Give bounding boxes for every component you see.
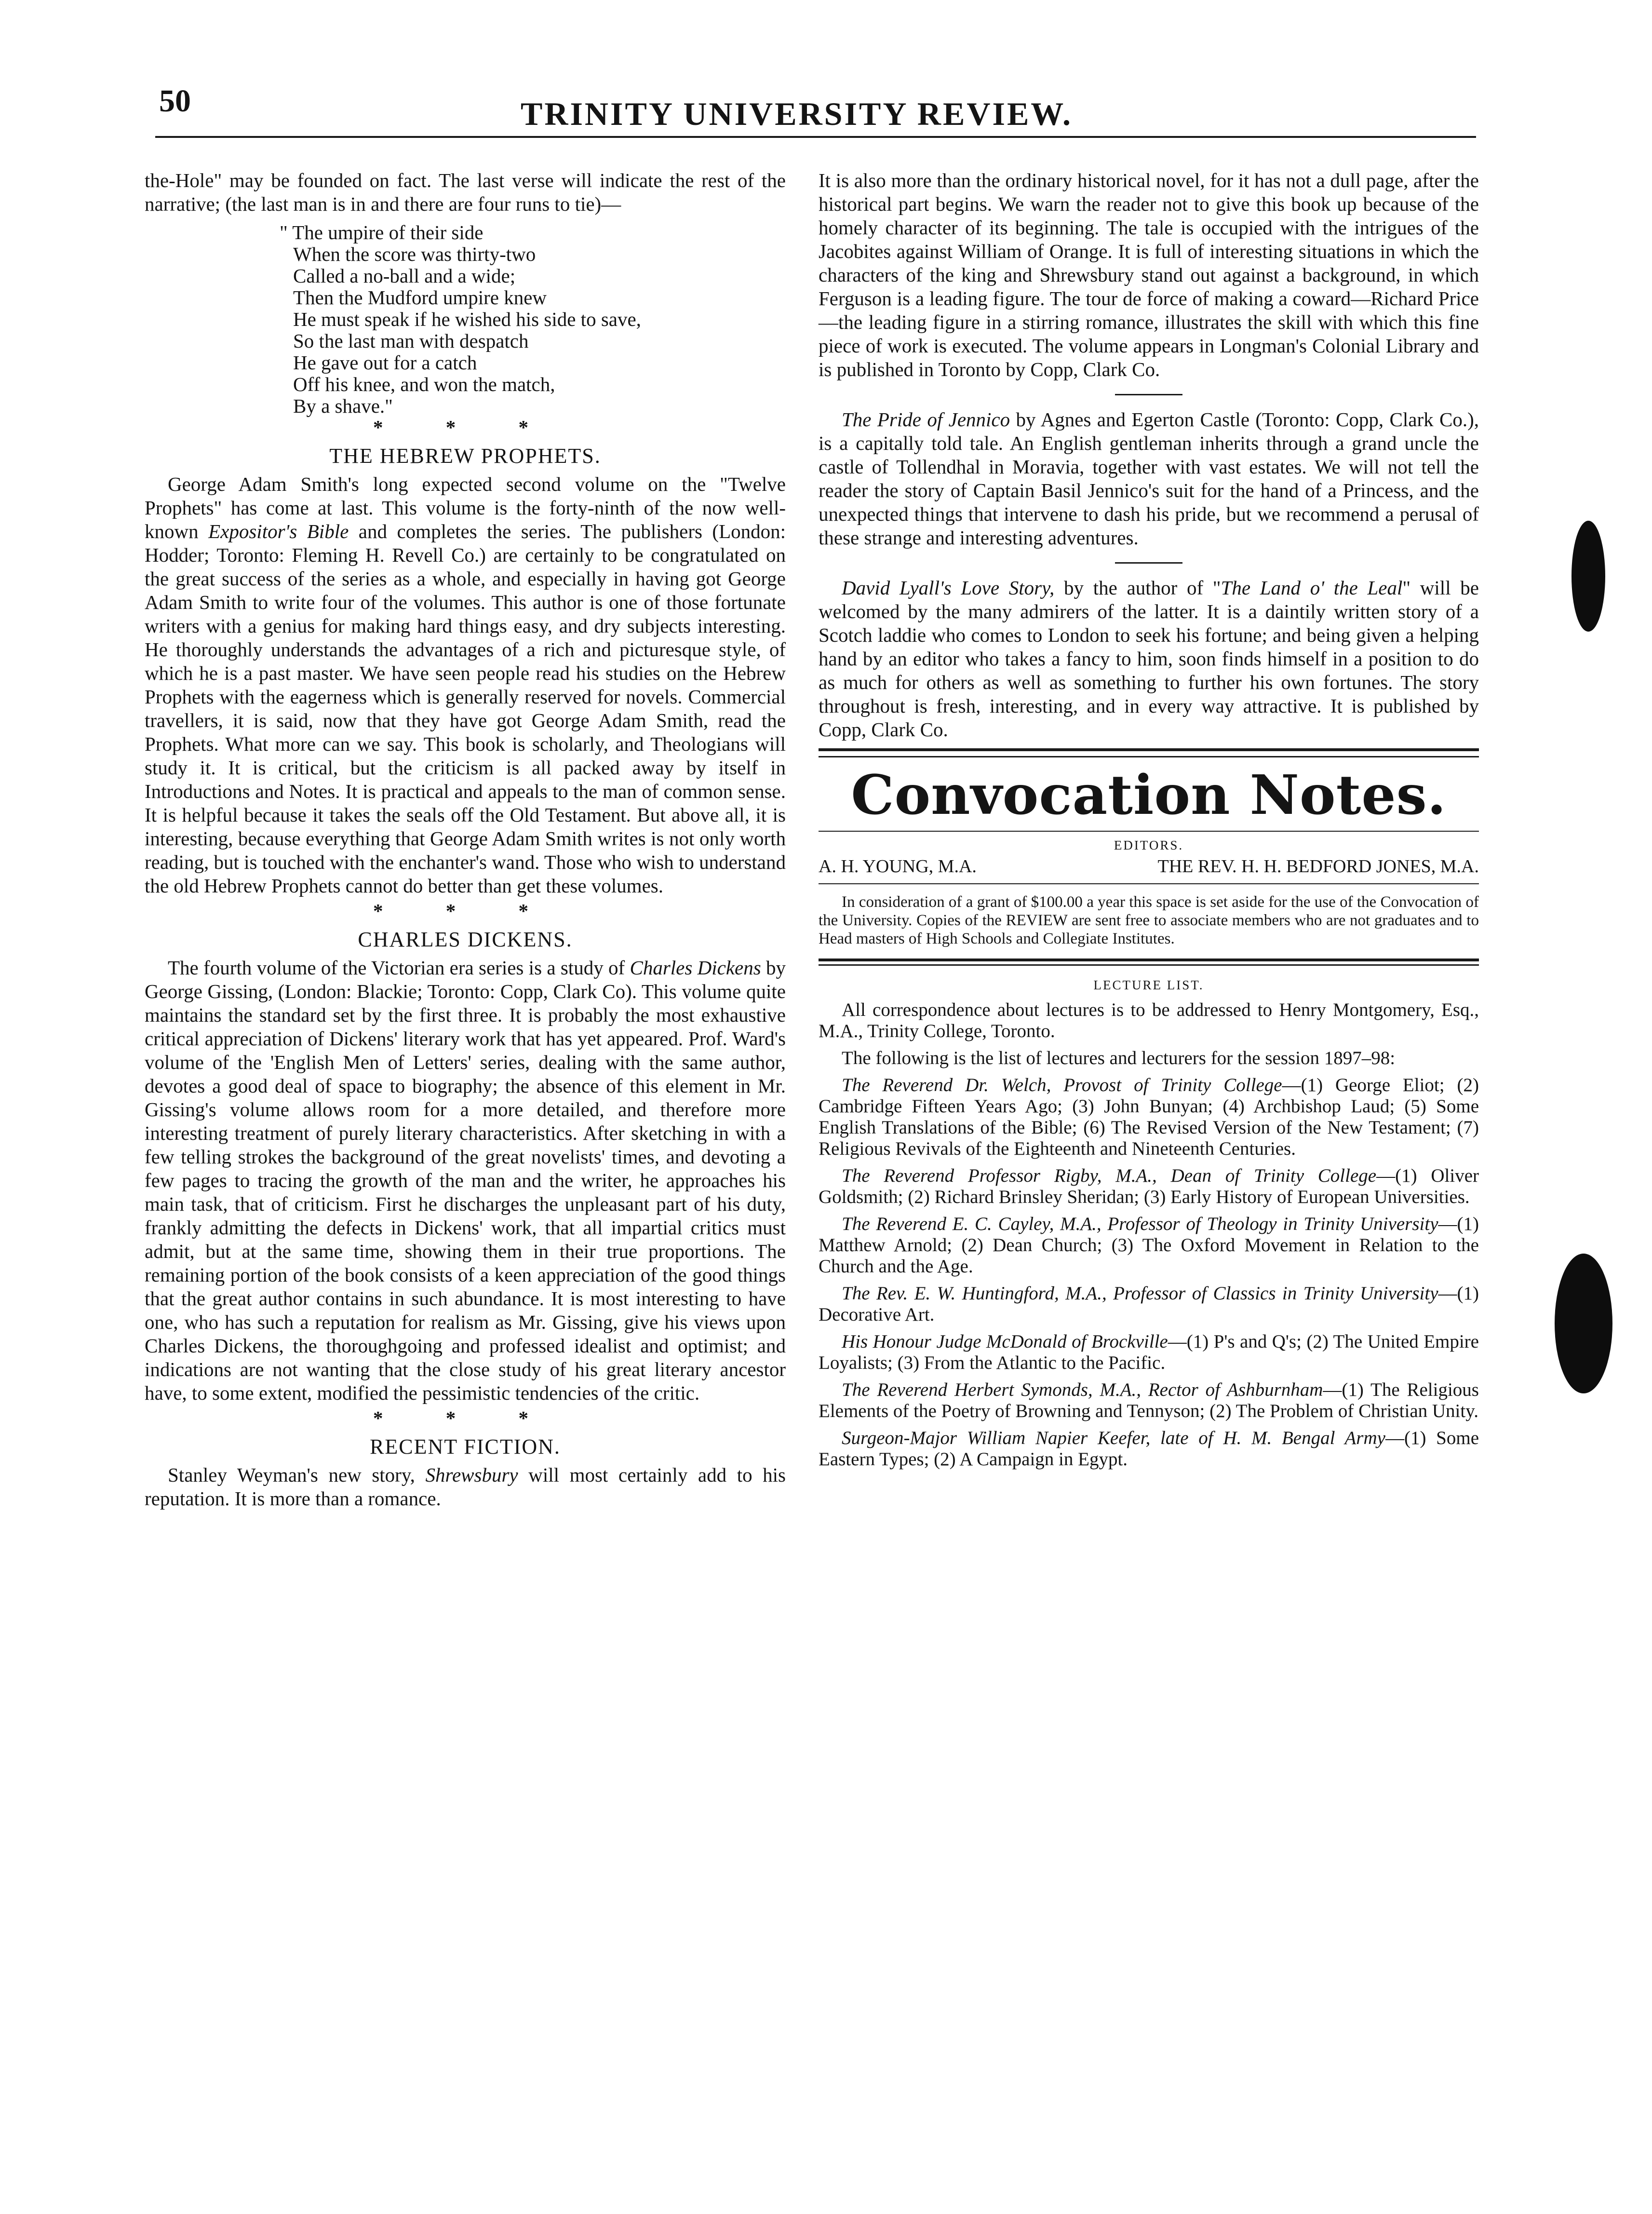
jennico-review: The Pride of Jennico by Agnes and Egerton Castle (Toronto: Copp, Clark Co.), is a capitally told tale. An English gentleman inherits through a grand uncle the castle of Tollendhal in Moravia, together with vast estates. We will not tell the reader the story of Captain Basil Jennico's suit for the hand of a Princess, and the unexpected things that intervene to dash his pride, but we recommend a perusal of these strange and interesting adventures. [819, 408, 1479, 549]
lecture-entry: The Reverend Professor Rigby, M.A., Dean of Trinity College—(1) Oliver Goldsmith; (2) Richard Brinsley Sheridan; (3) Early History of European Universities. [819, 1165, 1479, 1207]
cricket-poem [280, 222, 786, 417]
cricket-intro: the-Hole" may be founded on fact. The last verse will indicate the rest of the narrative; (the last man is in and there are four runs to tie)— [145, 169, 786, 215]
section-stars: * * * [373, 900, 557, 922]
fiction-intro: Stanley Weyman's new story, Shrewsbury will most certainly add to his reputation. It is more than a romance. [145, 1464, 786, 1510]
ink-blot [1571, 521, 1605, 632]
lecture-entry: The Reverend Herbert Symonds, M.A., Rector of Ashburnham—(1) The Religious Elements of the Poetry of Browning and Tennyson; (2) The Problem of Christian Unity. [819, 1379, 1479, 1421]
lecture-intro: The following is the list of lectures and lecturers for the session 1897–98: [842, 1048, 1396, 1068]
page-number: 50 [159, 83, 191, 119]
lecture-entry: The Reverend Dr. Welch, Provost of Trinity College—(1) George Eliot; (2) Cambridge Fifteen Years Ago; (3) John Bunyan; (4) Archbishop Laud; (5) Some English Translations of the Bible; (6) The Revised Version of the New Testament; (7) Religious Revivals of the Eighteenth and Nineteenth Centuries. [819, 1075, 1479, 1159]
double-rule [819, 748, 1479, 757]
convocation-title: Convocation Notes. [851, 764, 1447, 827]
section-stars: * * * [373, 1407, 557, 1429]
editors-label: EDITORS. [1114, 838, 1184, 852]
section-stars: * * * [373, 416, 557, 438]
dickens-review: The fourth volume of the Victorian era series is a study of Charles Dickens by George Gissing, (London: Blackie; Toronto: Copp, Clark Co). This volume quite maintains the standard set by the first three. It is probably the most exhaustive critical appreciation of Dickens' literary work that has yet appeared. Prof. Ward's volume of the 'English Men of Letters' series, dealing with the same author, devotes a good deal of space to biography; the absence of this element in Mr. Gissing's volume allows room for a more detailed, and therefore more interesting treatment of purely literary characteristics. After sketching in with a few telling strokes the background of the great novelists' times, and devoting a few pages to tracing the growth of the man and the writer, he approaches his main task, that of criticism. First he discharges the unpleasant part of his duty, frankly admitting the defects in Dickens' work, that all impartial critics must admit, but at the same time, showing them in their true proportions. The remaining portion of the book consists of a keen appreciation of the good things that the great author contains in such abundance. It is most interesting to have one, who has such a reputation for realism as Mr. Gissing, give his views upon Charles Dickens, the thoroughgoing and professed idealist and optimist; and indications are not wanting that the close study of his great literary ancestor have, to some extent, modified the pessimistic tendencies of the critic. [145, 957, 786, 1404]
double-rule [819, 958, 1479, 966]
lecture-entry: His Honour Judge McDonald of Brockville—(1) P's and Q's; (2) The United Empire Loyalists; (3) From the Atlantic to the Pacific. [819, 1331, 1479, 1373]
poem-line: Then the Mudford umpire knew [293, 286, 547, 309]
editor-jones: THE REV. H. H. BEDFORD JONES, M.A. [1157, 856, 1479, 877]
shrewsbury-review: It is also more than the ordinary historical novel, for it has not a dull page, after the historical part begins. We warn the reader not to give this book up because of the homely character of its beginning. The tale is occupied with the intrigues of the Jacobites against William of Orange. It is full of interesting situations in which the characters of the king and Shrewsbury stand out against a background, in which Ferguson is a leading figure. The tour de force of making a coward—Richard Price—the leading figure in a stirring romance, illustrates the skill with which this fine piece of work is executed. The volume appears in Longman's Colonial Library and is published in Toronto by Copp, Clark Co. [819, 169, 1479, 380]
poem-line: Off his knee, and won the match, [293, 373, 555, 395]
poem-line: When the score was thirty-two [293, 243, 536, 265]
left-column [145, 169, 786, 1511]
hebrew-prophets-review: George Adam Smith's long expected second volume on the "Twelve Prophets" has come at last. This volume is the forty-ninth of the now well-known Expositor's Bible and completes the series. The publishers (London: Hodder; Toronto: Fleming H. Revell Co.) are certainly to be congratulated on the great success of the series as a whole, and especially in having got George Adam Smith to write four of the volumes. This author is one of those fortunate writers with a genius for making hard things easy, and dry subjects interesting. He thoroughly understands the advantages of a rich and picturesque style, of which he is a past master. We have seen people read his studies on the Hebrew Prophets with the eagerness which is generally reserved for novels. Commercial travellers, it is said, now that they have got George Adam Smith, read the Prophets. What more can we say. This book is scholarly, and Theologians will study it. It is critical, but the criticism is all packed away by itself in Introductions and Notes. It is practical and appeals to the man of common sense. It is helpful because it takes the seals off the Old Testament. But above all, it is interesting, because everything that George Adam Smith writes is not only worth reading, but is touched with the enchanter's wand. Those who wish to understand the old Hebrew Prophets cannot do better than get these volumes. [145, 473, 786, 897]
poem-line: He gave out for a catch [293, 351, 477, 374]
poem-line: " The umpire of their side [280, 221, 484, 243]
poem-line: Called a no-ball and a wide; [293, 265, 516, 287]
header-rule [155, 136, 1476, 138]
lecture-list [819, 999, 1479, 1470]
ink-blot [1555, 1254, 1612, 1393]
lecture-correspondence: All correspondence about lectures is to be addressed to Henry Montgomery, Esq., M.A., Trinity College, Toronto. [819, 999, 1479, 1041]
lecture-entry: Surgeon-Major William Napier Keefer, late of H. M. Bengal Army—(1) Some Eastern Types; (2) A Campaign in Egypt. [819, 1428, 1479, 1470]
poem-line: He must speak if he wished his side to save, [293, 308, 641, 330]
convocation-notice: In consideration of a grant of $100.00 a year this space is set aside for the use of the Convocation of the University. Copies of the REVIEW are sent free to associate members who are not graduates and to Head masters of High Schools and Collegiate Institutes. [819, 893, 1479, 947]
editors-line [819, 855, 1479, 878]
heading-hebrew-prophets: THE HEBREW PROPHETS. [329, 444, 601, 468]
lyall-review: David Lyall's Love Story, by the author of "The Land o' the Leal" will be welcomed by the many admirers of the latter. It is a daintily written story of a Scotch laddie who comes to London to seek his fortune; and being given a helping hand by an editor who takes a fancy to him, soon finds himself in a position to do as much for others as well as something to further his own fortunes. The story throughout is fresh, interesting, and in every way attractive. It is published by Copp, Clark Co. [819, 577, 1479, 741]
lecture-entry: The Reverend E. C. Cayley, M.A., Professor of Theology in Trinity University—(1) Matthew Arnold; (2) Dean Church; (3) The Oxford Movement in Relation to the Church and the Age. [819, 1214, 1479, 1277]
lecture-list-label: LECTURE LIST. [1093, 978, 1204, 992]
editor-young: A. H. YOUNG, M.A. [819, 856, 977, 877]
short-rule [1115, 394, 1182, 395]
heading-recent-fiction: RECENT FICTION. [370, 1435, 561, 1458]
right-column [819, 169, 1479, 1476]
short-rule [1115, 562, 1182, 564]
thin-rule [819, 831, 1479, 832]
heading-charles-dickens: CHARLES DICKENS. [358, 928, 573, 951]
poem-line: So the last man with despatch [293, 330, 529, 352]
running-title: TRINITY UNIVERSITY REVIEW. [521, 95, 1073, 132]
lecture-entry: The Rev. E. W. Huntingford, M.A., Professor of Classics in Trinity University—(1) Decorative Art. [819, 1283, 1479, 1325]
thin-rule [819, 883, 1479, 884]
poem-line: By a shave." [293, 395, 393, 417]
